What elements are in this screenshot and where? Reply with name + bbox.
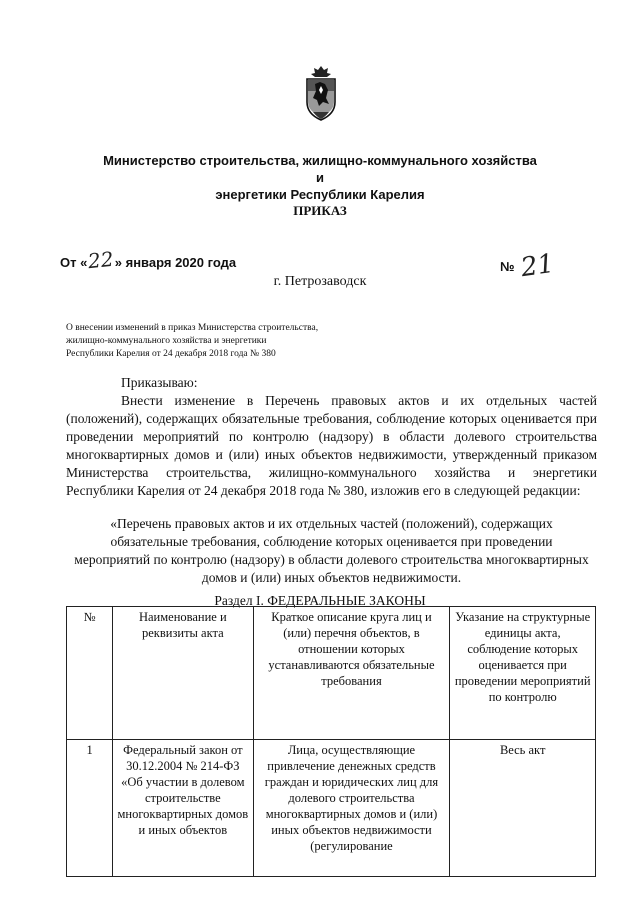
quote-line-2: обязательные требования, соблюдение которых оценивается при проведении (110, 534, 553, 549)
subject-line-3: Республики Карелия от 24 декабря 2018 года № 380 (66, 349, 276, 359)
date-prefix: От « (60, 255, 88, 270)
order-main-text-last: Республики Карелия от 24 декабря 2018 года № 380, изложив его в следующей редакции: (66, 483, 581, 498)
list-title-quote (66, 515, 597, 587)
order-word: Приказываю: (121, 375, 198, 390)
date-suffix: » января 2020 года (114, 255, 237, 270)
ministry-name (100, 152, 540, 203)
section-title: Раздел I. ФЕДЕРАЛЬНЫЕ ЗАКОНЫ (214, 593, 426, 608)
header-number: № (67, 607, 113, 740)
subject-line-1: О внесении изменений в приказ Министерства строительства, (66, 323, 319, 333)
header-act-name: Наименование и реквизиты акта (113, 607, 253, 740)
quote-line-3: мероприятий по контролю (надзору) в области долевого строительства многоквартирных (74, 552, 589, 567)
order-main-text: Внести изменение в Перечень правовых актов и их отдельных частей (положений), содержащих обязательные требования, соблюдение которых оценивается при проведении мероприятий по контролю (надзору) в области долевого строительства многоквартирных домов и (или) иных объектов недвижимости, утвержденный приказом Министерства строительства, жилищно-коммунального хозяйства и энергетики (66, 393, 597, 480)
handwritten-number: 21 (518, 248, 556, 284)
subject-line-2: жилищно-коммунального хозяйства и энергетики (66, 336, 267, 346)
cell-act-name: Федеральный закон от 30.12.2004 № 214-ФЗ «Об участии в долевом строительстве многоквартирных домов и иных объектов (113, 740, 253, 877)
cell-scope: Лица, осуществляющие привлечение денежных средств граждан и юридических лиц для долевого строительства многоквартирных домов и (или) иных объектов недвижимости (регулирование (253, 740, 450, 877)
karelia-coat-of-arms-icon (301, 64, 341, 122)
cell-number: 1 (67, 740, 113, 877)
document-title: ПРИКАЗ (293, 203, 347, 218)
order-date (60, 248, 236, 272)
cell-structural-units: Весь акт (450, 740, 596, 877)
header-scope: Краткое описание круга лиц и (или) перечня объектов, в отношении которых устанавливаются обязательные требования (253, 607, 450, 740)
order-subject (66, 322, 386, 361)
number-prefix: № (500, 259, 515, 274)
quote-line-1: «Перечень правовых актов и их отдельных частей (положений), содержащих (110, 516, 553, 531)
city: г. Петрозаводск (273, 274, 367, 289)
handwritten-day: 22 (87, 246, 115, 274)
table-header-row (67, 607, 596, 740)
acts-table (66, 606, 596, 877)
ministry-name-line-1: Министерство строительства, жилищно-коммунального хозяйства и (103, 153, 537, 185)
table-row (67, 740, 596, 877)
ministry-name-line-2: энергетики Республики Карелия (215, 187, 425, 202)
header-structural-units: Указание на структурные единицы акта, соблюдение которых оценивается при проведении мероприятий по контролю (450, 607, 596, 740)
order-body (66, 374, 597, 500)
quote-line-4: домов и (или) иных объектов недвижимости. (201, 570, 462, 585)
